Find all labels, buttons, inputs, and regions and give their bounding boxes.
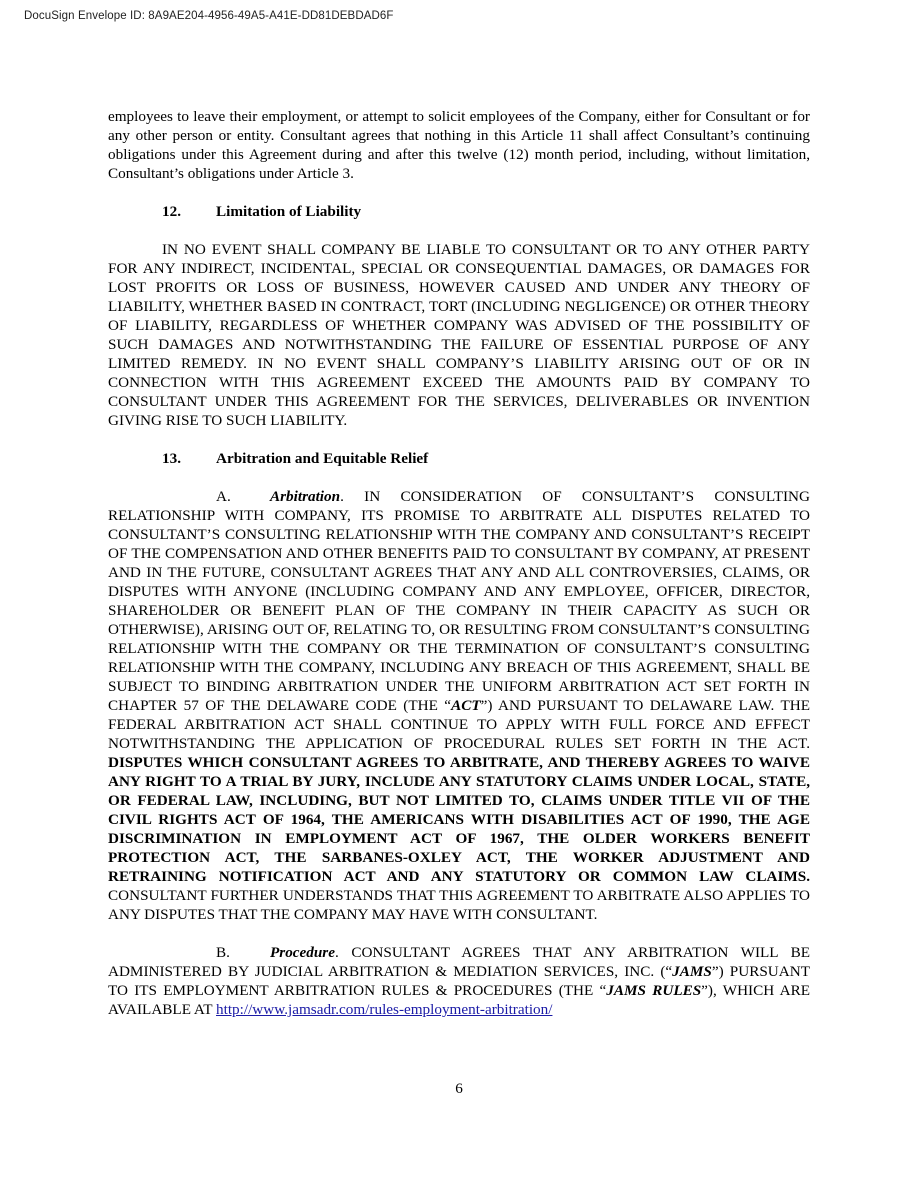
section-13-number: 13. bbox=[162, 450, 181, 467]
section-13b-title: Procedure bbox=[270, 944, 335, 961]
section-13a-letter: A. bbox=[216, 488, 231, 505]
section-13b-paragraph bbox=[108, 943, 810, 1019]
section-12-number: 12. bbox=[162, 203, 181, 220]
continued-paragraph: employees to leave their employment, or attempt to solicit employees of the Company, either for Consultant or for any other person or entity. Consultant agrees that nothing in this Article 11 shall affect Consultant’s continuing obligations under this Agreement during and after this twelve (12) month period, including, without limitation, Consultant’s obligations under Article 3. bbox=[108, 108, 810, 182]
section-12-title: Limitation of Liability bbox=[216, 203, 362, 220]
jams-rules-link[interactable]: http://www.jamsadr.com/rules-employment-arbitration/ bbox=[216, 1001, 553, 1018]
section-13-title: Arbitration and Equitable Relief bbox=[216, 450, 429, 467]
section-12-heading bbox=[162, 202, 810, 221]
act-defined-term: ACT bbox=[451, 697, 481, 714]
section-13a-paragraph bbox=[108, 487, 810, 924]
page-number: 6 bbox=[455, 1080, 463, 1097]
section-13a-text-1: . IN CONSIDERATION OF CONSULTANT’S CONSULTING RELATIONSHIP WITH COMPANY, ITS PROMISE TO ARBITRATE ALL DISPUTES RELATED TO CONSULTANT’S CONSULTING RELATIONSHIP WITH THE COMPANY AND CONSULTANT’S RECEIPT OF THE COMPENSATION AND OTHER BENEFITS PAID TO CONSULTANT BY COMPANY, AT PRESENT AND IN THE FUTURE, CONSULTANT AGREES THAT ANY AND ALL CONTROVERSIES, CLAIMS, OR DISPUTES WITH ANYONE (INCLUDING COMPANY AND ANY EMPLOYEE, OFFICER, DIRECTOR, SHAREHOLDER OR BENEFIT PLAN OF THE COMPANY IN THEIR CAPACITY AS SUCH OR OTHERWISE), ARISING OUT OF, RELATING TO, OR RESULTING FROM CONSULTANT’S CONSULTING RELATIONSHIP WITH THE COMPANY OR THE TERMINATION OF CONSULTANT’S CONSULTING RELATIONSHIP WITH THE COMPANY, INCLUDING ANY BREACH OF THIS AGREEMENT, SHALL BE SUBJECT TO BINDING ARBITRATION UNDER THE UNIFORM ARBITRATION ACT SET FORTH IN CHAPTER 57 OF THE DELAWARE CODE (THE “ bbox=[108, 488, 810, 714]
document-body bbox=[108, 107, 810, 1038]
jams-defined-term: JAMS bbox=[672, 963, 712, 980]
section-13a-text-2: ”) AND PURSUANT TO DELAWARE LAW. THE FEDERAL ARBITRATION ACT SHALL CONTINUE TO APPLY WITH FULL FORCE AND EFFECT NOTWITHSTANDING THE APPLICATION OF PROCEDURAL RULES SET FORTH IN THE ACT. bbox=[108, 697, 810, 752]
section-13b-text-1: . CONSULTANT AGREES THAT ANY ARBITRATION WILL BE ADMINISTERED BY JUDICIAL ARBITRATION & MEDIATION SERVICES, INC. (“ bbox=[108, 944, 810, 980]
section-13b-letter: B. bbox=[216, 944, 230, 961]
section-13a-bold-waiver: DISPUTES WHICH CONSULTANT AGREES TO ARBITRATE, AND THEREBY AGREES TO WAIVE ANY RIGHT TO A TRIAL BY JURY, INCLUDE ANY STATUTORY CLAIMS UNDER LOCAL, STATE, OR FEDERAL LAW, INCLUDING, BUT NOT LIMITED TO, CLAIMS UNDER TITLE VII OF THE CIVIL RIGHTS ACT OF 1964, THE AMERICANS WITH DISABILITIES ACT OF 1990, THE AGE DISCRIMINATION IN EMPLOYMENT ACT OF 1967, THE OLDER WORKERS BENEFIT PROTECTION ACT, THE SARBANES-OXLEY ACT, THE WORKER ADJUSTMENT AND RETRAINING NOTIFICATION ACT AND ANY STATUTORY OR COMMON LAW CLAIMS. bbox=[108, 754, 810, 885]
section-13-heading bbox=[162, 449, 810, 468]
jams-rules-defined-term: JAMS RULES bbox=[606, 982, 702, 999]
section-13a-title: Arbitration bbox=[270, 488, 341, 505]
section-13b-text-3: ”), WHICH ARE AVAILABLE AT bbox=[108, 982, 810, 1018]
section-13b-text-2: ”) PURSUANT TO ITS EMPLOYMENT ARBITRATION RULES & PROCEDURES (THE “ bbox=[108, 963, 810, 999]
docusign-envelope-id: DocuSign Envelope ID: 8A9AE204-4956-49A5-A41E-DD81DEBDAD6F bbox=[24, 10, 394, 22]
section-12-body: IN NO EVENT SHALL COMPANY BE LIABLE TO CONSULTANT OR TO ANY OTHER PARTY FOR ANY INDIRECT, INCIDENTAL, SPECIAL OR CONSEQUENTIAL DAMAGES, OR DAMAGES FOR LOST PROFITS OR LOSS OF BUSINESS, HOWEVER CAUSED AND UNDER ANY THEORY OF LIABILITY, WHETHER BASED IN CONTRACT, TORT (INCLUDING NEGLIGENCE) OR OTHER THEORY OF LIABILITY, REGARDLESS OF WHETHER COMPANY WAS ADVISED OF THE POSSIBILITY OF SUCH DAMAGES AND NOTWITHSTANDING THE FAILURE OF ESSENTIAL PURPOSE OF ANY LIMITED REMEDY. IN NO EVENT SHALL COMPANY’S LIABILITY ARISING OUT OF OR IN CONNECTION WITH THIS AGREEMENT EXCEED THE AMOUNTS PAID BY COMPANY TO CONSULTANT UNDER THIS AGREEMENT FOR THE SERVICES, DELIVERABLES OR INVENTION GIVING RISE TO SUCH LIABILITY. bbox=[108, 241, 810, 429]
section-13a-text-3: CONSULTANT FURTHER UNDERSTANDS THAT THIS AGREEMENT TO ARBITRATE ALSO APPLIES TO ANY DISPUTES THAT THE COMPANY MAY HAVE WITH CONSULTANT. bbox=[108, 887, 810, 923]
